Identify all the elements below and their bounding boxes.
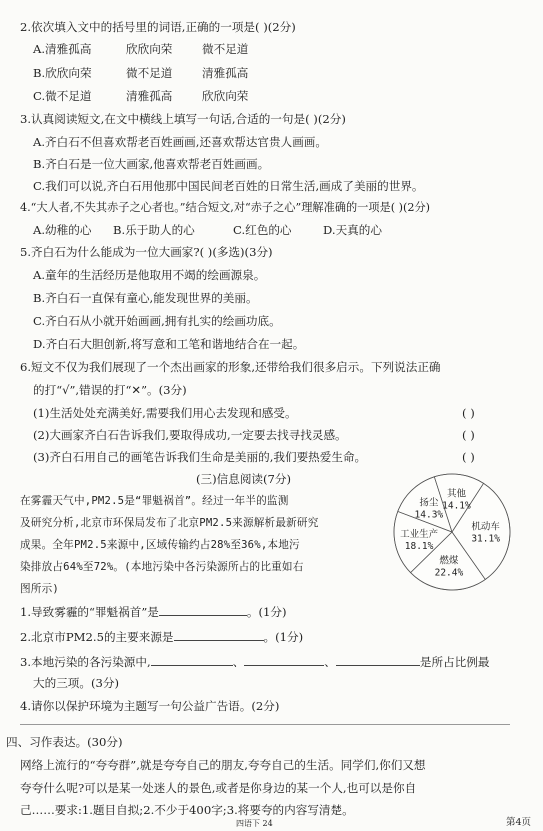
q4-stem: 4.“大人者,不失其赤子之心者也。”结合短文,对“赤子之心”理解准确的一项是( )(2分) — [20, 201, 431, 214]
page-number: 第4页 — [506, 817, 532, 828]
info-q3-text: 3.本地污染的各污染源中, — [20, 655, 151, 669]
q3-option-c: C.我们可以说,齐白石用他那中国民间老百姓的日常生活,画成了美丽的世界。 — [33, 179, 424, 193]
pie-value-label: 18.1% — [404, 540, 434, 552]
option-word: 微不足道 — [126, 66, 173, 80]
option-word: 清雅孤高 — [126, 89, 173, 103]
q6-answer-paren-2[interactable]: ( ) — [462, 428, 475, 442]
q2-option-b — [33, 66, 248, 80]
q2-stem: 2.依次填入文中的括号里的词语,正确的一项是( )(2分) — [20, 20, 296, 34]
info-line-1: 在雾霾天气中,PM2.5是“罪魁祸首”。经过一年半的监测 — [20, 495, 289, 507]
q6-stem-line1: 6.短文不仅为我们展现了一个杰出画家的形象,还带给我们很多启示。下列说法正确 — [20, 360, 441, 374]
info-q3-blank-2[interactable] — [244, 654, 324, 666]
info-q1-score: 。(1分) — [246, 605, 287, 619]
info-q3-blank-3[interactable] — [336, 654, 420, 666]
q5-option-b: B.齐白石一直保有童心,能发现世界的美丽。 — [33, 291, 258, 305]
q6-item-2: (2)大画家齐白石告诉我们,要取得成功,一定要去找寻找灵感。 — [33, 428, 347, 442]
info-q3-sep: 、 — [324, 655, 336, 669]
option-word: 欣欣向荣 — [202, 89, 249, 103]
pie-value-label: 14.1% — [442, 500, 471, 512]
info-q1-blank[interactable] — [159, 604, 247, 616]
info-q3-tail: 是所占比例最 — [419, 655, 490, 669]
q5-option-a: A.童年的生活经历是他取用不竭的绘画源泉。 — [33, 268, 266, 282]
option-word: C.微不足道 — [33, 89, 92, 103]
section4-line-1: 网络上流行的“夸夸群”,就是夸夸自己的朋友,夸夸自己的生活。同学们,你们又想 — [20, 758, 426, 772]
info-q2-blank[interactable] — [174, 629, 264, 641]
pie-chart — [382, 470, 522, 594]
pie-category-label: 扬尘 — [419, 497, 439, 509]
q6-answer-paren-1[interactable]: ( ) — [462, 406, 475, 420]
info-q3-sep: 、 — [232, 655, 245, 669]
info-line-5: 图所示) — [20, 583, 59, 595]
option-word: 清雅孤高 — [202, 66, 249, 80]
info-q4: 4.请你以保护环境为主题写一句公益广告语。(2分) — [20, 699, 280, 713]
footer-label: 四语下 24 — [236, 819, 273, 828]
q3-option-b: B.齐白石是一位大画家,他喜欢帮老百姓画画。 — [33, 157, 270, 171]
q6-stem-line2: 的打“√”,错误的打“✕”。(3分) — [33, 383, 187, 397]
info-line-4: 染排放占64%至72%。(本地污染中各污染源所占的比重如右 — [20, 561, 304, 573]
q3-option-a: A.齐白石不但喜欢帮老百姓画画,还喜欢帮达官贵人画画。 — [33, 135, 327, 149]
info-q3 — [20, 654, 489, 669]
q3-stem: 3.认真阅读短文,在文中横线上填写一句话,合适的一句是( )(2分) — [20, 112, 346, 126]
pie-value-label: 31.1% — [471, 533, 500, 545]
info-line-2: 及研究分析,北京市环保局发布了北京PM2.5来源解析最新研究 — [20, 517, 319, 529]
q6-item-1: (1)生活处处充满美好,需要我们用心去发现和感受。 — [33, 406, 297, 420]
pie-value-label: 22.4% — [434, 567, 464, 579]
q2-option-c — [33, 89, 248, 103]
pie-category-label: 燃煤 — [439, 555, 459, 567]
option-word: A.清雅孤高 — [33, 42, 92, 56]
pie-value-label: 14.3% — [414, 509, 444, 521]
q5-option-d: D.齐白石大胆创新,将写意和工笔和谐地结合在一起。 — [33, 337, 305, 351]
q4-option-c: C.红色的心 — [233, 223, 292, 237]
q2-option-a — [33, 42, 248, 56]
info-q3-line2: 大的三项。(3分) — [33, 676, 119, 690]
q5-stem: 5.齐白石为什么能成为一位大画家?( )(多选)(3分) — [20, 245, 273, 259]
info-q1-text: 1.导致雾霾的“罪魁祸首”是 — [20, 605, 159, 619]
answer-line[interactable] — [20, 724, 510, 725]
info-q1 — [20, 604, 286, 619]
info-q2-text: 2.北京市PM2.5的主要来源是 — [20, 630, 174, 644]
section3-title: (三)信息阅读(7分) — [196, 472, 292, 486]
info-q2 — [20, 629, 303, 644]
q4-options — [33, 223, 382, 237]
info-q2-score: 。(1分) — [263, 630, 304, 644]
q5-option-c: C.齐白石从小就开始画画,拥有扎实的绘画功底。 — [33, 314, 281, 328]
section4-line-3: 己……要求:1.题目自拟;2.不少于400字;3.将要夸的内容写清楚。 — [20, 803, 354, 817]
info-line-3: 成果。全年PM2.5来源中,区域传输约占28%至36%,本地污 — [20, 539, 300, 551]
option-word: 微不足道 — [202, 42, 249, 56]
q4-option-b: B.乐于助人的心 — [113, 223, 195, 237]
pie-category-label: 工业生产 — [400, 528, 439, 540]
pie-category-label: 其他 — [446, 488, 466, 500]
q6-answer-paren-3[interactable]: ( ) — [462, 450, 475, 464]
pie-category-label: 机动车 — [471, 521, 500, 533]
section4-title: 四、习作表达。(30分) — [6, 735, 123, 749]
option-word: B.欣欣向荣 — [33, 66, 92, 80]
q4-option-a: A.幼稚的心 — [33, 223, 92, 237]
option-word: 欣欣向荣 — [126, 42, 173, 56]
info-q3-blank-1[interactable] — [151, 654, 233, 666]
q6-item-3: (3)齐白石用自己的画笔告诉我们生命是美丽的,我们要热爱生命。 — [33, 450, 367, 464]
section4-line-2: 夸夸什么呢?可以是某一处迷人的景色,或者是你身边的某一个人,也可以是你自 — [20, 781, 417, 795]
q4-option-d: D.天真的心 — [323, 223, 382, 237]
